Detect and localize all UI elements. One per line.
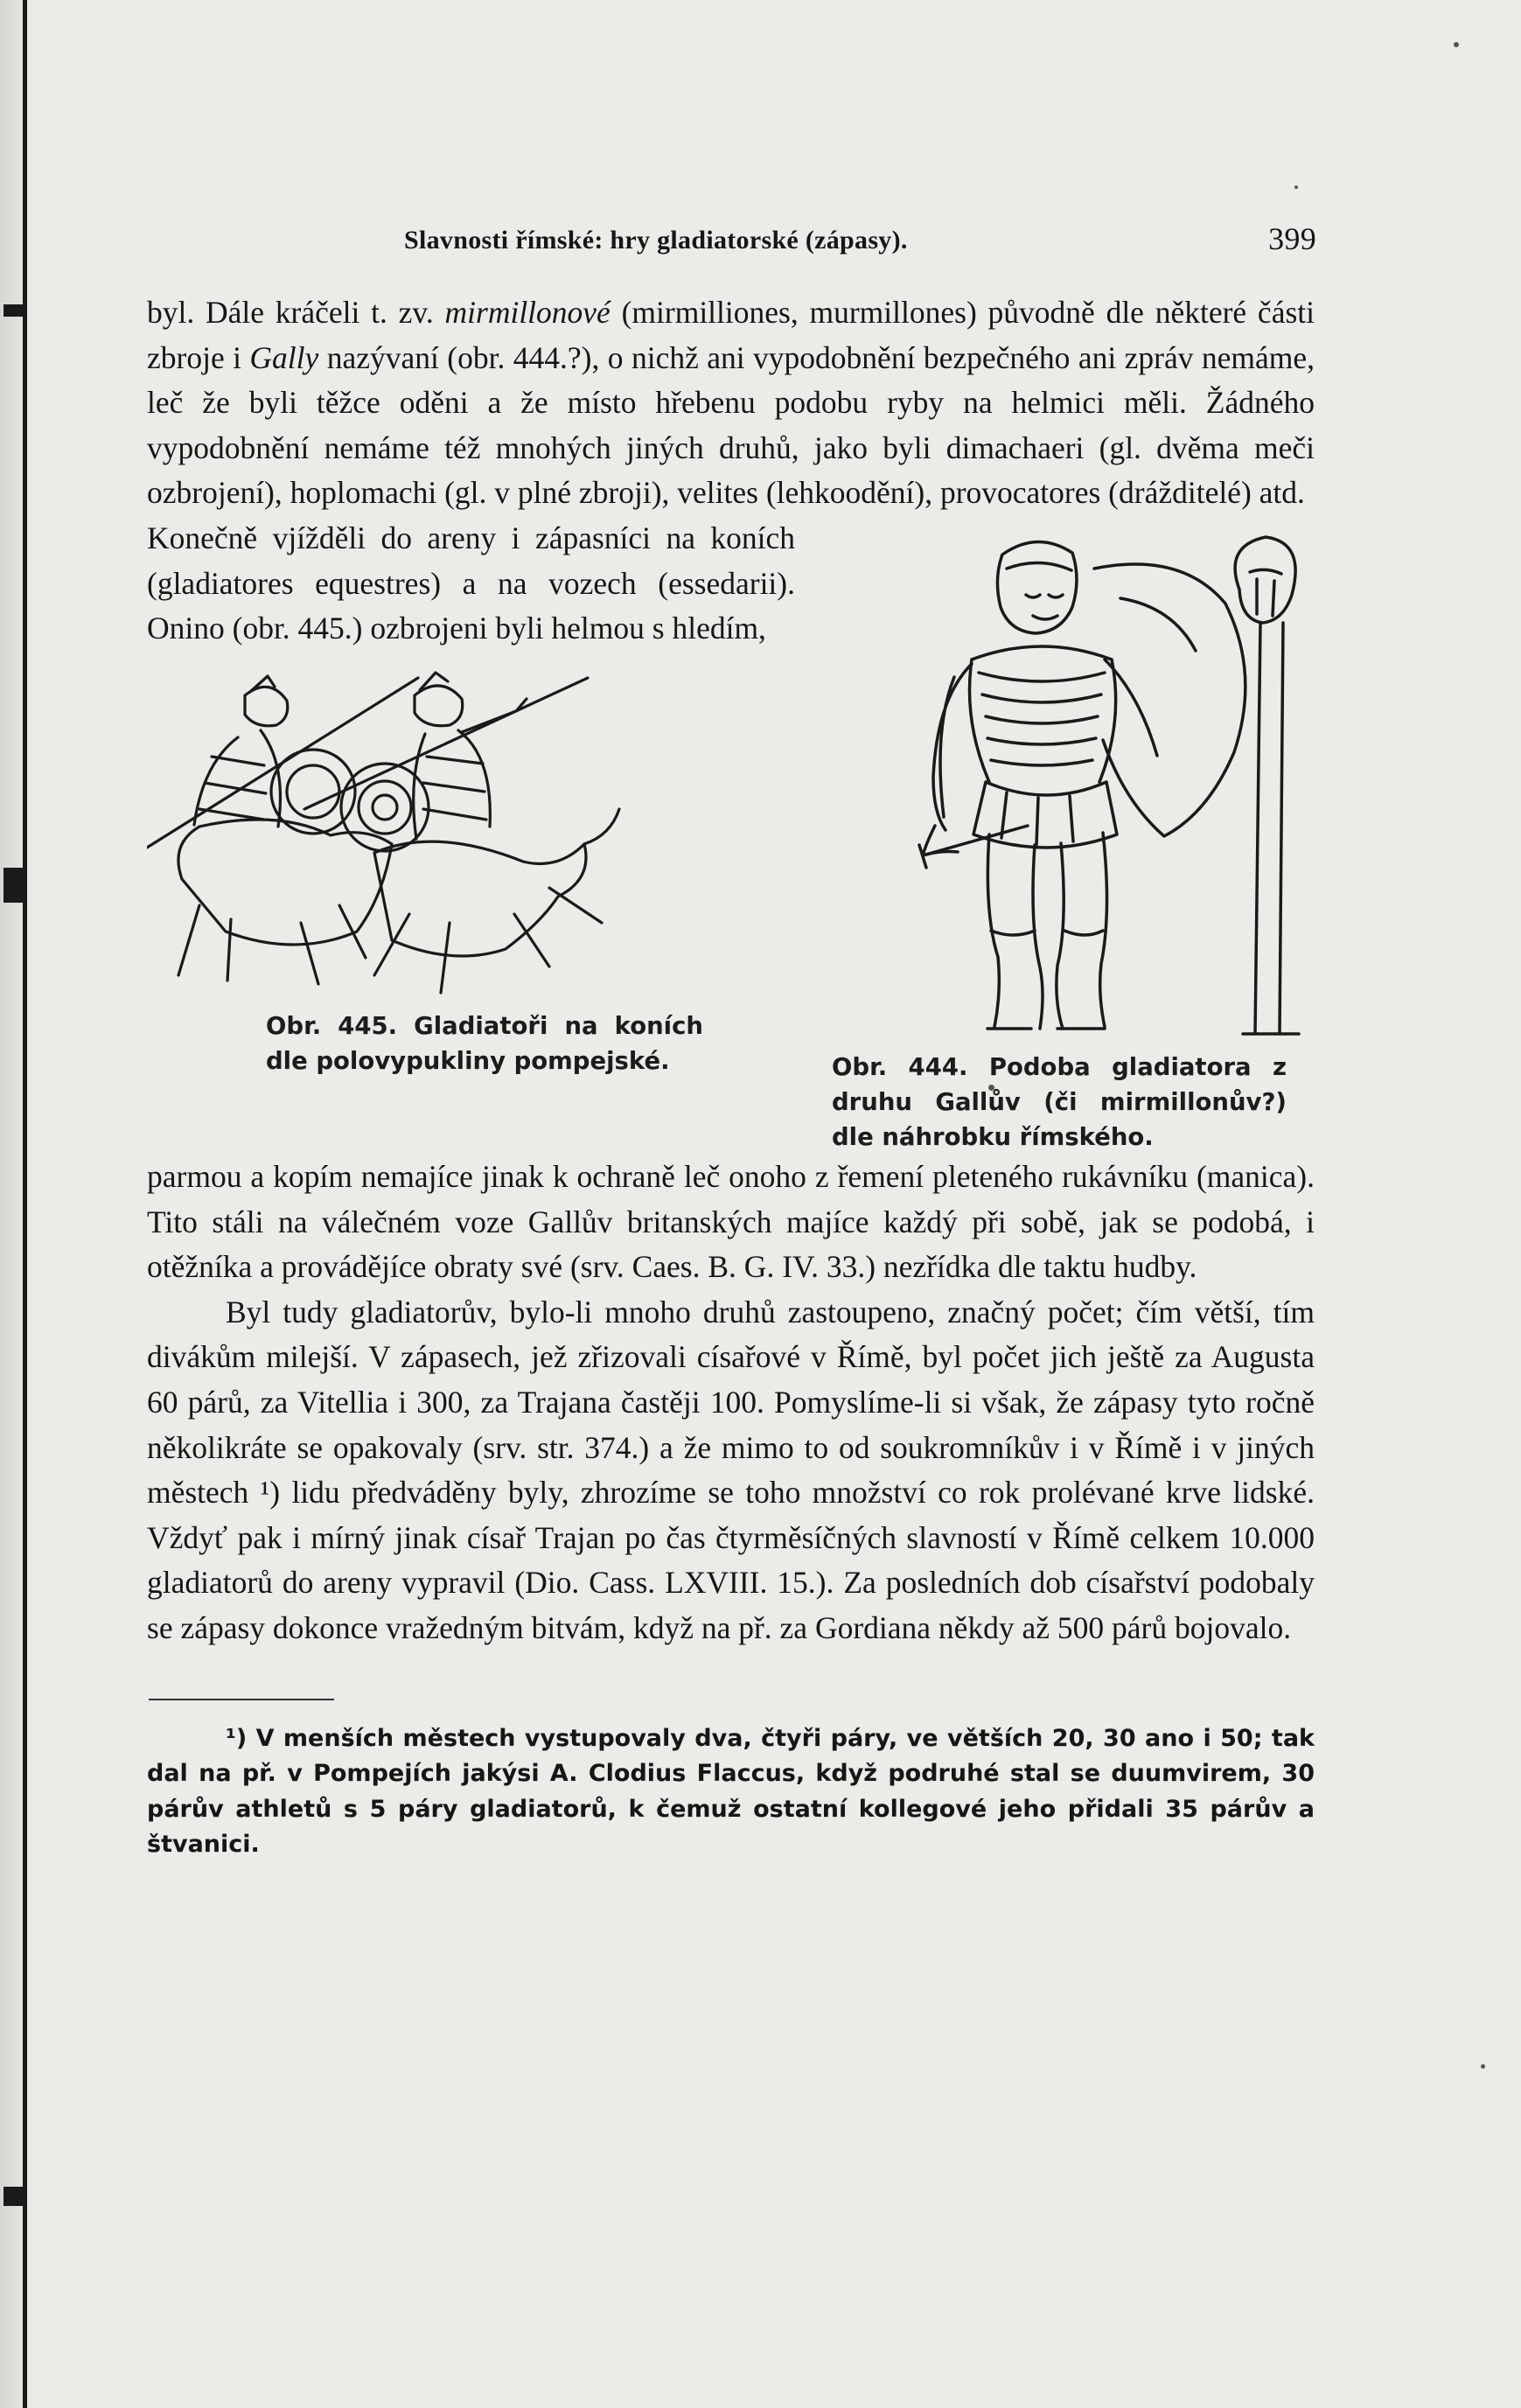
footnote-text: V menších městech vystupovaly dva, čtyři páry, ve větších 20, 30 ano i 50; tak dal na př. v Pompejích jakýsi A. Clodius Flaccus, když podruhé stal se duumvirem, 30 párův athletů s 5 páry gladiatorů, k čemuž ostatní kollegové jeho přidali 35 párův a štvanici. — [147, 1724, 1315, 1858]
binding-mark — [3, 868, 26, 903]
scan-speck — [1294, 185, 1298, 189]
text-run: lidu předváděny byly, zhrozíme se toho množství co rok prolévané krve lidské. Vždyť pak i mírný jinak císař Trajan po čas čtyrměsíčných slavností v Římě celkem 10.000 gladiatorů do areny vypravil (Dio. Cass. LXVIII. 15.). Za posledních dob císařství podobaly se zápasy dokonce vražedným bitvám, když na př. za Gordiana někdy až 500 párů bojovalo. — [147, 1475, 1315, 1645]
paragraph — [147, 290, 1315, 516]
scan-speck — [1454, 42, 1459, 47]
scan-speck — [1481, 2064, 1485, 2069]
page — [147, 210, 1315, 1863]
footnote — [147, 1721, 1315, 1863]
page-number: 399 — [1268, 221, 1316, 256]
binding-mark — [3, 304, 26, 317]
text-run: byl. Dále kráčeli t. zv. — [147, 295, 445, 330]
text-run: nazývaní (obr. 444.?), o nichž ani vypodobnění bezpečného ani zpráv nemáme, leč že byli těžce oděni a že místo hřebenu podobu ryby na helmici měli. Žádného vypodobnění nemáme též mnohých jiných druhů, jako byli dimachaeri (gl. dvěma meči ozbrojení), hoplomachi (gl. v plné zbroji), velites (lehkoodění), provocatores (drážditelé) atd. — [147, 339, 1315, 511]
paragraph — [147, 1290, 1315, 1651]
gladiator-standing-illustration — [832, 520, 1315, 1044]
paragraph: Konečně vjížděli do areny i zápasníci na koních (gladiatores equestres) a na vozech (essedarii). Onino (obr. 445.) ozbrojeni byli helmou s hledím, — [147, 520, 795, 646]
footnote-mark: ¹) — [226, 1724, 248, 1752]
footnote-separator — [149, 1699, 334, 1700]
paragraph: parmou a kopím nemajíce jinak k ochraně leč onoho z řemení pleteného rukávníku (manica). Tito stáli na válečném voze Gallův britanských majíce každý při sobě, jak se podobá, i otěžníka a provádějíce obraty své (srv. Caes. B. G. IV. 33.) nezřídka dle taktu hudby. — [147, 1158, 1315, 1285]
figure-445-caption: Obr. 445. Gladiatoři na koních dle polovypukliny pompejské. — [266, 1011, 703, 1075]
text-run: Byl tudy gladiatorův, bylo-li mnoho druhů zastoupeno, značný počet; čím větší, tím divákům milejší. V zápasech, jež zřizovali císařové v Římě, byl počet jich ještě za Augusta 60 párů, za Vitellia i 300, za Trajana častěji 100. Pomyslíme-li si však, že zápasy tyto ročně několikráte se opakovaly (srv. str. 374.) a že mimo to od soukromníkův i v Římě i v jiných městech — [147, 1294, 1315, 1511]
footnote-reference: ¹) — [260, 1475, 281, 1511]
mounted-gladiators-illustration — [147, 660, 637, 1002]
running-header — [147, 210, 1315, 271]
figure-444 — [832, 520, 1315, 1155]
figure-444-caption: Obr. 444. Podoba gladiatora z druhu Gallův (či mirmillonův?) dle náhrobku římského. — [832, 1052, 1287, 1151]
running-title: Slavnosti římské: hry gladiatorské (zápasy). — [404, 226, 908, 255]
figure-445 — [147, 660, 715, 1078]
binding-mark — [3, 2187, 26, 2206]
scan-edge-shadow — [0, 0, 35, 2408]
italic-term: Gally — [249, 339, 319, 375]
text-run: (mirmilliones, murmillones) původně dle některé části zbroje i — [147, 295, 1315, 375]
italic-term: mirmillonové — [444, 295, 610, 330]
binding-line — [23, 0, 27, 2408]
